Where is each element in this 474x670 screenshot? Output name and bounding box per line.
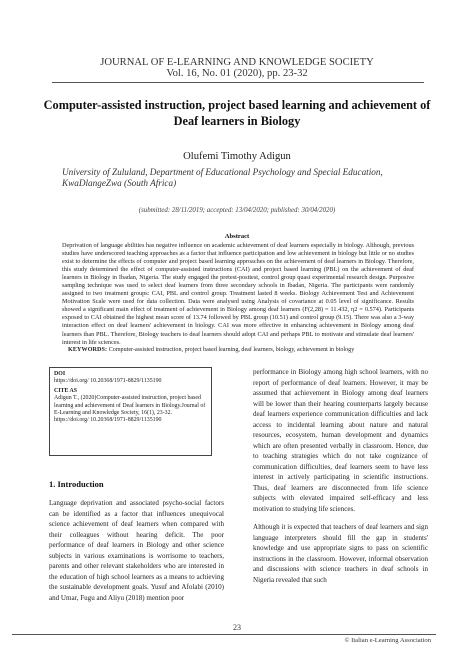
- keywords-text: Computer-assisted instruction, project based learning, deaf learners, biology, achievement in biology: [108, 347, 355, 353]
- doi-link[interactable]: https://doi.org/ 10.20368/1971-8829/1135190: [54, 378, 162, 385]
- abstract-heading: Abstract: [224, 233, 250, 240]
- keywords: [68, 346, 418, 354]
- journal-name: JOURNAL OF E-LEARNING AND KNOWLEDGE SOCIETY: [100, 57, 374, 68]
- section-heading-introduction: 1. Introduction: [49, 479, 104, 489]
- abstract-text: Deprivation of language abilities has negative influence on academic achievement of deaf learners especially in biology. Although, previous studies have underscored teaching approaches as a factor that influence participation and low achievement in biology but little or no studies exist to determine the effects of computer and project based learning approaches on the achievement of deaf learners in Biology. Therefore, this study determined the effect of computer-assisted instructions (CAI) and project based learning (PBL) on the achievement of deaf learners in Biology in Ibadan, Nigeria. The study engaged the pretest-posttest, control group quasi experimental research design. Purposive sampling technique was used to select deaf learners from three secondary schools in Ibadan, Nigeria. The participants were randomly assigned to two treatment groups: CAI, PBL and control group. Treatment lasted 8 weeks. Biology Achievement Test and Achievement Motivation Scale were used for data collection. Data were analysed using Analysis of covariance at 0.05 level of significance. Results showed a significant main effect of treatment of achievement in Biology among deaf learners (F(2,28) = 11.432, η2 = 0.574). Participants exposed to CAI obtained the highest mean score of 13.74 followed by PBL group (10.51) and control group (9.15). There was also a 3-way interaction effect on deaf learners' achievement in biology. CAI was more effective in enhancing achievement in Biology among deaf learners than PBL. Therefore, Biology teachers to deaf learners should adopt CAI and perhaps PBL to motivate and stimulate deaf learners' interest in life sciences.: [62, 242, 414, 346]
- keywords-label: KEYWORDS:: [68, 347, 108, 353]
- article-title: Computer-assisted instruction, project based learning and achievement of Deaf learners in Biology: [43, 98, 431, 128]
- article-author: Olufemi Timothy Adigun: [183, 151, 291, 162]
- author-affiliation: University of Zululand, Department of Educational Psychology and Special Education, KwaDlangeZwa (South Africa): [62, 167, 383, 189]
- article-info-box: [49, 367, 212, 456]
- paragraph: performance in Biology among high school learners, with no report of performance of deaf learners. However, it may be assumed that achievement in Biology among deaf learners will be lower than their hearing counterparts largely because deaf learners experience communication difficulties and lack access to incidental learning about nature and natural resources, ecosystem, human development and dynamics which are often presented verbally in classroom. Hence, due to teaching strategies which do not take cognizance of communication difficulties, deaf learners seem to have less interest in actively participating in scientific instructions. Thus, deaf learners are disconnected from life science subjects with elevated impaired self-efficacy and less motivation to studying life sciences.: [253, 368, 428, 513]
- doi-label: DOI: [54, 371, 66, 377]
- page-number: 23: [233, 623, 241, 632]
- introduction-left-column: Language deprivation and associated psycho-social factors can be identified as a factor that influences unequivocal science achievement of deaf learners when compared with their colleagues without hearing deficit. The poor performance of deaf learners in Biology and other science subjects in various examinations is worrisome to teachers, parents and other relevant stakeholders who are interested in the education of high school learners as a means to achieving the sustainable development goals. Yusuf and Afolabi (2010) and Umar, Fugu and Aliyu (2018) mention poor: [49, 499, 224, 602]
- submission-dates: (submitted: 28/11/2019; accepted: 13/04/2020; published: 30/04/2020): [138, 207, 336, 214]
- journal-issue: Vol. 16, No. 01 (2020), pp. 23-32: [166, 68, 308, 79]
- citation-text: Adigun T., (2020)Computer-assisted instruction, project based learning and achievement of Deaf learners in Biology.Journal of E-Learning and Knowledge Society, 16(1), 23-32. https://doi.org/ 10.20368/1971-8829/1135190: [54, 395, 206, 424]
- footer-divider: [12, 634, 436, 635]
- header-divider: [52, 82, 424, 83]
- footer-copyright: © Italian e-Learning Association: [344, 637, 431, 644]
- paragraph: Although it is expected that teachers of deaf learners and sign language interpreters should fill the gap in students' knowledge and use appropriate signs to pass on scientific instructions in the classroom. However, informal observation and discussions with science teachers in deaf schools in Nigeria revealed that such: [253, 523, 428, 584]
- introduction-right-column: [253, 367, 428, 585]
- cite-label: CITE AS: [54, 387, 78, 394]
